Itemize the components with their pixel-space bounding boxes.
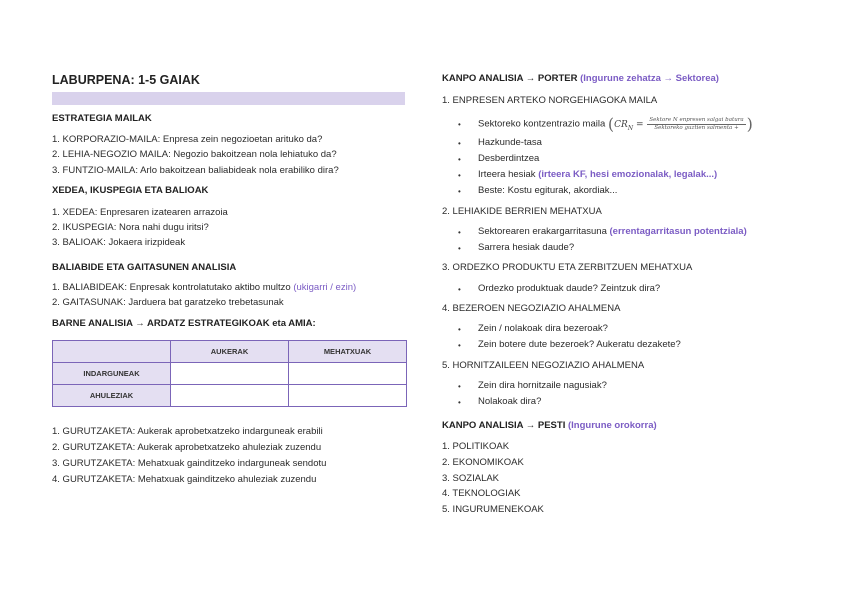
formula-fraction (647, 117, 745, 132)
paren-open: ( (607, 114, 615, 133)
list-item-text: Sektorearen erakargarritasuna (478, 226, 607, 237)
list-item (478, 226, 747, 238)
porter-title (442, 73, 719, 84)
porter-title-note: (Ingurune zehatza → Sektorea) (580, 73, 719, 84)
swot-corner-cell (53, 341, 171, 363)
formula-sub: N (627, 124, 634, 132)
list-item: 2. GURUTZAKETA: Aukerak aprobetxatzeko ahuleziak zuzendu (52, 442, 322, 453)
list-item: 3. FUNTZIO-MAILA: Arlo bakoitzean baliabideak nola erabiliko dira? (52, 165, 339, 176)
section-heading-barne: BARNE ANALISIA → ARDATZ ESTRATEGIKOAK eta AMIA: (52, 318, 316, 329)
section-heading-lehiakide: 2. LEHIAKIDE BERRIEN MEHATXUA (442, 206, 602, 217)
formula-denominator: Sektoreko guztien salmenta + (654, 124, 739, 131)
swot-row-ahuleziak: AHULEZIAK (53, 385, 171, 407)
list-item: 3. GURUTZAKETA: Mehatxuak gainditzeko indarguneak sendotu (52, 458, 327, 469)
list-item: 1. POLITIKOAK (442, 441, 510, 452)
list-item: 5. INGURUMENEKOAK (442, 504, 544, 515)
list-item: • Zein botere dute bezeroek? Aukeratu dezakete? (478, 339, 681, 351)
list-item: • Beste: Kostu egiturak, akordiak... (478, 185, 753, 197)
bullet-list (478, 114, 753, 197)
formula-lhs: CR (614, 119, 628, 130)
list-item: • Nolakoak dira? (478, 396, 607, 408)
pesti-title-note: (Ingurune orokorra) (567, 420, 657, 431)
list-item-note: (ukigarri / ezin) (293, 282, 357, 293)
list-item: • Zein dira hornitzaile nagusiak? (478, 380, 607, 392)
list-item: 1. GURUTZAKETA: Aukerak aprobetxatzeko indarguneak erabili (52, 426, 323, 437)
swot-row-indarguneak: INDARGUNEAK (53, 363, 171, 385)
list-item: 2. GAITASUNAK: Jarduera bat garatzeko trebetasunak (52, 297, 284, 308)
pesti-title-text: KANPO ANALISIA → PESTI (442, 420, 566, 431)
formula-eq: = (635, 119, 644, 130)
paren-close: ) (746, 114, 753, 133)
section-heading-xedea: XEDEA, IKUSPEGIA ETA BALIOAK (52, 185, 209, 196)
swot-cell (289, 385, 407, 407)
list-item: 4. GURUTZAKETA: Mehatxuak gainditzeko ahuleziak zuzendu (52, 474, 317, 485)
list-item-note: (errentagarritasun potentziala) (609, 226, 747, 237)
formula-numerator: Sektore N enpresen salgai batura (649, 116, 744, 123)
list-item: 2. EKONOMIKOAK (442, 457, 524, 468)
list-item: 3. SOZIALAK (442, 473, 500, 484)
bullet-list (478, 380, 607, 408)
list-item: • Zein / nolakoak dira bezeroak? (478, 323, 681, 335)
list-item: 2. LEHIA-NEGOZIO MAILA: Negozio bakoitzean nola lehiatuko da? (52, 149, 337, 160)
swot-cell (171, 385, 289, 407)
swot-col-mehatxuak: MEHATXUAK (289, 341, 407, 363)
section-heading-norgehiagoka: 1. ENPRESEN ARTEKO NORGEHIAGOKA MAILA (442, 95, 658, 106)
list-item (478, 114, 753, 136)
section-heading-baliabide: BALIABIDE ETA GAITASUNEN ANALISIA (52, 262, 237, 273)
swot-col-aukerak: AUKERAK (171, 341, 289, 363)
swot-cell (171, 363, 289, 385)
list-item: 1. KORPORAZIO-MAILA: Enpresa zein negozioetan arituko da? (52, 134, 323, 145)
section-heading-bezeroen: 4. BEZEROEN NEGOZIAZIO AHALMENA (442, 303, 621, 314)
list-item: • Ordezko produktuak daude? Zeintzuk dira? (478, 283, 660, 295)
section-heading-ordezko: 3. ORDEZKO PRODUKTU ETA ZERBITZUEN MEHATXUA (442, 262, 693, 273)
list-item: • Hazkunde-tasa (478, 137, 753, 149)
title-underline-bar (52, 92, 405, 105)
list-item (478, 169, 753, 181)
list-item: • Sarrera hesiak daude? (478, 242, 747, 254)
porter-title-text: KANPO ANALISIA → PORTER (442, 73, 578, 84)
bullet-list (478, 283, 660, 295)
list-item: 2. IKUSPEGIA: Nora nahi dugu iritsi? (52, 222, 209, 233)
pesti-title (442, 420, 657, 431)
page-title: LABURPENA: 1-5 GAIAK (52, 73, 200, 87)
section-heading-estrategia: ESTRATEGIA MAILAK (52, 113, 152, 124)
list-item: • Desberdintzea (478, 153, 753, 165)
list-item-text: 1. BALIABIDEAK: Enpresak kontrolatutako aktibo multzo (52, 282, 291, 293)
cr-formula (607, 114, 753, 133)
bullet-list (478, 226, 747, 254)
swot-table (52, 340, 407, 407)
list-item: 1. XEDEA: Enpresaren izatearen arrazoia (52, 207, 228, 218)
bullet-list (478, 323, 681, 351)
list-item: 4. TEKNOLOGIAK (442, 488, 521, 499)
swot-cell (289, 363, 407, 385)
list-item-note: (irteera KF, hesi emozionalak, legalak...) (538, 169, 718, 180)
list-item-text: Sektoreko kontzentrazio maila (478, 118, 606, 130)
list-item (52, 282, 356, 294)
section-heading-hornitzaileen: 5. HORNITZAILEEN NEGOZIAZIO AHALMENA (442, 360, 645, 371)
list-item-text: Irteera hesiak (478, 169, 536, 180)
list-item: 3. BALIOAK: Jokaera irizpideak (52, 237, 186, 248)
